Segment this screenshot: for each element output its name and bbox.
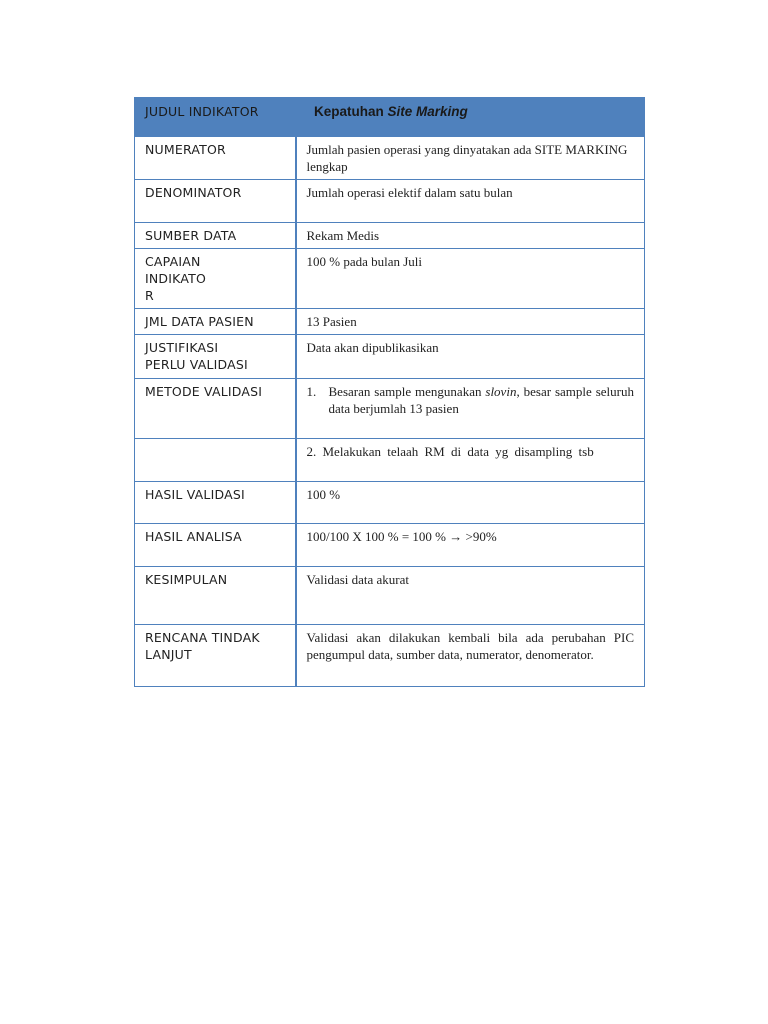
header-value: Kepatuhan Site Marking [296,98,645,137]
row-label: SUMBER DATA [135,223,296,249]
row-value: Jumlah pasien operasi yang dinyatakan ada SITE MARKING lengkap [296,137,645,180]
header-row [135,98,645,137]
list-text: Besaran sample mengunakan slovin, besar sample seluruh data berjumlah 13 pasien [328,384,634,416]
row-label: HASIL VALIDASI [135,482,296,524]
row-value: 100 % [296,482,645,524]
table-row [135,335,645,379]
row-value [296,379,645,439]
table-row [135,379,645,439]
label-line: PERLU VALIDASI [145,357,248,372]
row-label [135,625,296,687]
row-value: 2. Melakukan telaah RM di data yg disampling tsb [296,439,645,482]
row-value: Jumlah operasi elektif dalam satu bulan [296,180,645,223]
row-value: Rekam Medis [296,223,645,249]
table-row [135,309,645,335]
row-value: Data akan dipublikasikan [296,335,645,379]
label-line: INDIKATO [145,271,206,286]
table-row [135,137,645,180]
row-value: Validasi data akurat [296,567,645,625]
table-row [135,180,645,223]
label-line: LANJUT [145,647,192,662]
table-row [135,524,645,567]
row-label: NUMERATOR [135,137,296,180]
table-row [135,625,645,687]
label-line: R [145,288,154,303]
label-line: JUSTIFIKASI [145,340,219,355]
row-label: METODE VALIDASI [135,379,296,439]
label-line: RENCANA TINDAK [145,630,260,645]
row-label [135,335,296,379]
label-line: CAPAIAN [145,254,201,269]
row-value: 100 % pada bulan Juli [296,249,645,309]
table-row [135,249,645,309]
list-item [307,383,635,417]
row-value: Validasi akan dilakukan kembali bila ada perubahan PIC pengumpul data, sumber data, numerator, denomerator. [296,625,645,687]
row-value: 100/100 X 100 % = 100 % → >90% [296,524,645,567]
row-label: JML DATA PASIEN [135,309,296,335]
list-number: 1. [306,384,317,399]
row-label: HASIL ANALISA [135,524,296,567]
indicator-table [134,97,645,687]
table-row [135,567,645,625]
row-label [135,439,296,482]
row-label [135,249,296,309]
row-label: DENOMINATOR [135,180,296,223]
header-label: JUDUL INDIKATOR [135,98,296,137]
row-value: 13 Pasien [296,309,645,335]
row-label: KESIMPULAN [135,567,296,625]
table-row [135,439,645,482]
table-row [135,223,645,249]
table-row [135,482,645,524]
